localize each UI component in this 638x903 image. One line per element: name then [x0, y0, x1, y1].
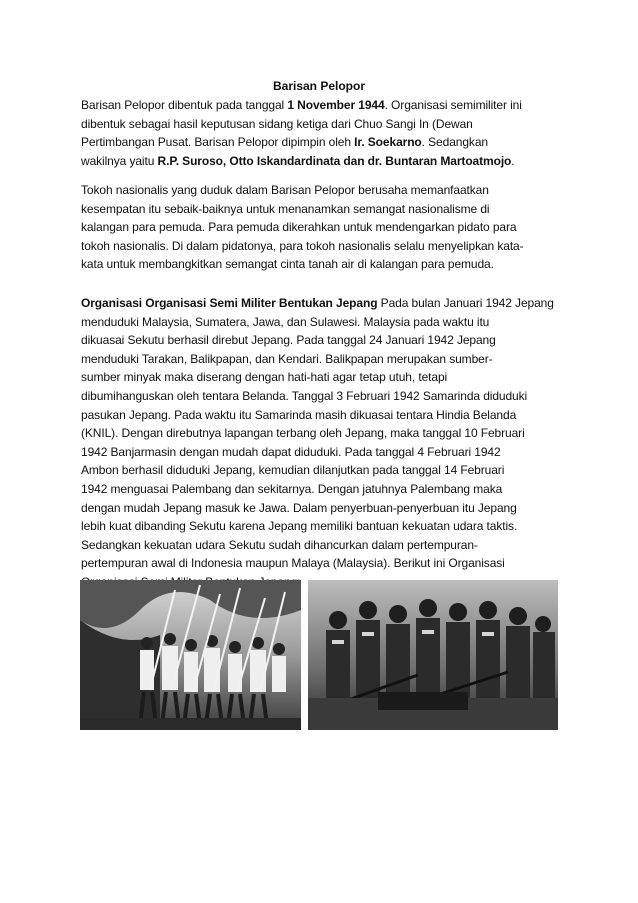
- bold-text-run: Ir. Soekarno: [354, 135, 422, 150]
- text-run: dengan mudah Jepang masuk ke Jawa. Dalam penyerbuan-penyerbuan itu Jepang: [81, 500, 517, 515]
- text-run: Tokoh nasionalis yang duduk dalam Barisan Pelopor berusaha memanfaatkan: [81, 183, 489, 197]
- text-run: pertempuran awal di Indonesia maupun Malaya (Malaysia). Berikut ini Organisasi: [81, 556, 505, 571]
- text-line: [81, 480, 561, 499]
- text-line: [81, 181, 561, 200]
- text-line: [81, 536, 561, 555]
- text-line: [81, 517, 561, 536]
- text-run: lebih kuat dibanding Sekutu karena Jepang memiliki bantuan kekuatan udara taktis.: [81, 519, 518, 534]
- bold-text-run: Organisasi Organisasi Semi Militer Bentukan Jepang: [81, 296, 378, 310]
- text-run: kesempatan itu sebaik-baiknya untuk menanamkan semangat nasionalisme di: [81, 201, 490, 216]
- photo-armed-soldiers: [308, 580, 558, 730]
- text-run: dikuasai Sekutu berhasil direbut Jepang. Pada tanggal 24 Januari 1942 Jepang: [81, 333, 496, 348]
- bold-text-run: 1 November 1944: [287, 98, 385, 112]
- text-line: [81, 255, 561, 274]
- text-run: Pada bulan Januari 1942 Jepang: [377, 296, 554, 310]
- text-run: dibentuk sebagai hasil keputusan sidang ketiga dari Chuo Sangi In (Dewan: [81, 116, 473, 131]
- document-title: Barisan Pelopor: [272, 79, 366, 93]
- text-run: . Organisasi semimiliter ini: [384, 98, 522, 112]
- text-run: menduduki Tarakan, Balikpapan, dan Kendari. Balikpapan merupakan sumber-: [81, 351, 493, 366]
- text-line: [81, 133, 561, 152]
- text-line: [81, 350, 561, 369]
- text-run: wakilnya yaitu: [81, 153, 158, 168]
- paragraph-organisasi-semi-militer: [81, 294, 561, 592]
- text-run: . Sedangkan: [421, 135, 488, 150]
- text-run: (KNIL). Dengan direbutnya lapangan terbang oleh Jepang, maka tanggal 10 Februari: [81, 426, 525, 441]
- text-run: Barisan Pelopor dibentuk pada tanggal: [81, 98, 288, 112]
- text-line: [81, 368, 561, 387]
- text-run: Sedangkan kekuatan udara Sekutu sudah dihancurkan dalam pertempuran-: [81, 537, 478, 552]
- text-line: [81, 461, 561, 480]
- text-run: Pertimbangan Pusat. Barisan Pelopor dipimpin oleh: [81, 135, 355, 150]
- text-line: [81, 499, 561, 518]
- text-run: Ambon berhasil diduduki Jepang, kemudian dilanjutkan pada tanggal 14 Februari: [81, 463, 505, 478]
- text-line: [81, 96, 561, 115]
- text-line: [81, 406, 561, 425]
- text-run: 1942 Banjarmasin dengan mudah dapat diduduki. Pada tanggal 4 Februari 1942: [81, 444, 501, 459]
- text-run: pasukan Jepang. Pada waktu itu Samarinda masih dikuasai tentara Hindia Belanda: [81, 407, 517, 422]
- text-run: dibumihanguskan oleh tentara Belanda. Tanggal 3 Februari 1942 Samarinda diduduki: [81, 388, 528, 403]
- paragraph-barisan-pelopor: [81, 96, 561, 170]
- text-run: .: [511, 153, 515, 168]
- text-line: [81, 443, 561, 462]
- text-run: menduduki Malaysia, Sumatera, Jawa, dan Sulawesi. Malaysia pada waktu itu: [81, 314, 490, 329]
- text-line: [81, 554, 561, 573]
- text-line: [81, 115, 561, 134]
- text-line: [81, 294, 561, 313]
- text-run: tokoh nasionalis. Di dalam pidatonya, para tokoh nasionalis selalu menyelipkan kata-: [81, 238, 524, 253]
- text-line: [81, 218, 561, 237]
- text-run: kalangan para pemuda. Para pemuda dikerahkan untuk mendengarkan pidato para: [81, 220, 517, 235]
- text-line: [81, 200, 561, 219]
- photo-marching-youth: [80, 580, 301, 730]
- text-run: kata untuk membangkitkan semangat cinta tanah air di kalangan para pemuda.: [81, 257, 494, 272]
- text-line: [81, 152, 561, 171]
- paragraph-tokoh-nasionalis: [81, 181, 561, 274]
- text-line: [81, 237, 561, 256]
- text-line: [81, 387, 561, 406]
- text-run: sumber minyak maka diserang dengan hati-hati agar tetap utuh, tetapi: [81, 370, 448, 385]
- text-line: [81, 331, 561, 350]
- text-line: [81, 313, 561, 332]
- text-line: [81, 424, 561, 443]
- text-run: 1942 menguasai Palembang dan sekitarnya. Dengan jatuhnya Palembang maka: [81, 481, 503, 496]
- bold-text-run: R.P. Suroso, Otto Iskandardinata dan dr. Buntaran Martoatmojo: [157, 153, 512, 168]
